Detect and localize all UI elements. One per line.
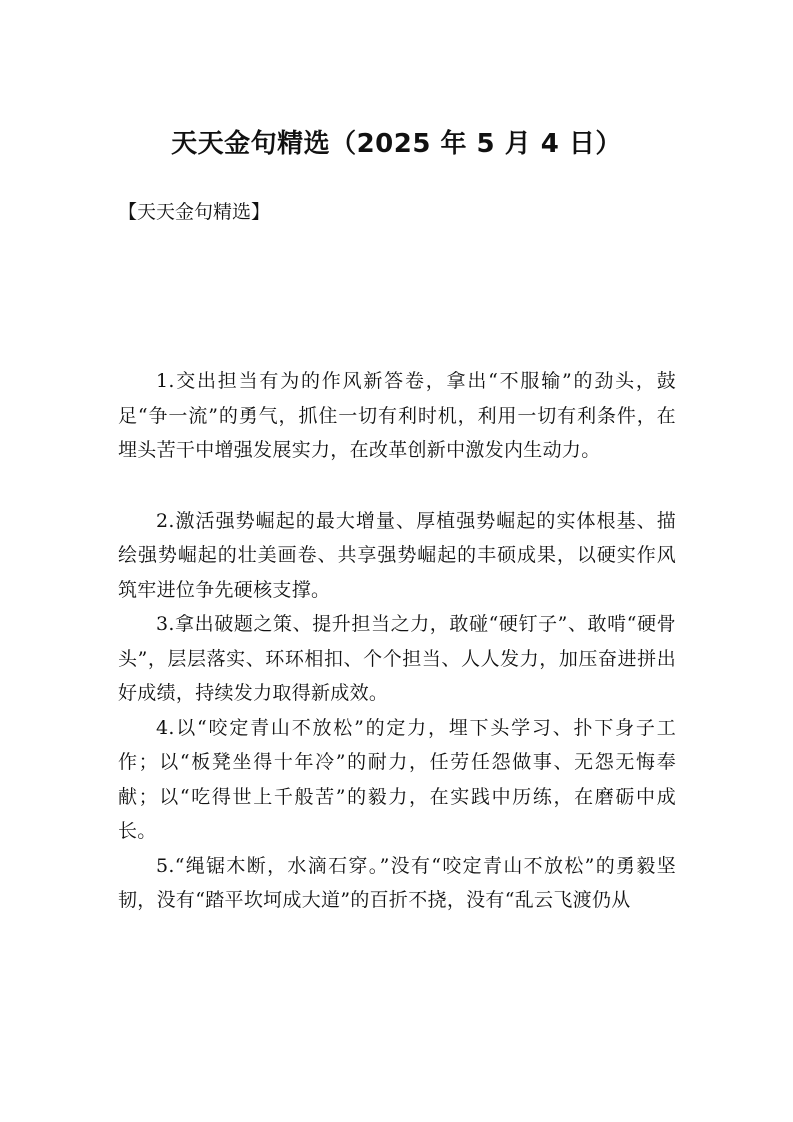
paragraph-5: 5.“绳锯木断，水滴石穿。”没有“咬定青山不放松”的勇毅坚韧，没有“踏平坎坷成大道”的百折不挠，没有“乱云飞渡仍从 <box>118 854 676 911</box>
page-title: 天天金句精选（2025 年 5 月 4 日） <box>171 129 622 159</box>
paragraph-4: 4.以“咬定青山不放松”的定力，埋下头学习、扑下身子工作；以“板凳坐得十年冷”的耐力，任劳任怨做事、无怨无悔奉献；以“吃得世上千般苦”的毅力，在实践中历练，在磨砺中成长。 <box>118 716 676 842</box>
paragraph-1: 1.交出担当有为的作风新答卷，拿出“不服输”的劲头，鼓足“争一流”的勇气，抓住一切有利时机，利用一切有利条件，在埋头苦干中增强发展实力，在改革创新中激发内生动力。 <box>118 370 676 461</box>
paragraph-2: 2.激活强势崛起的最大增量、厚植强势崛起的实体根基、描绘强势崛起的壮美画卷、共享强势崛起的丰硕成果，以硬实作风筑牢进位争先硬核支撑。 <box>118 509 676 601</box>
body-text-block-1 <box>118 364 676 918</box>
paragraph-3: 3.拿出破题之策、提升担当之力，敢碰“硬钉子”、敢啃“硬骨头”，层层落实、环环相扣、个个担当、人人发力，加压奋进拼出好成绩，持续发力取得新成效。 <box>118 613 676 704</box>
section-label: 【天天金句精选】 <box>118 201 271 223</box>
